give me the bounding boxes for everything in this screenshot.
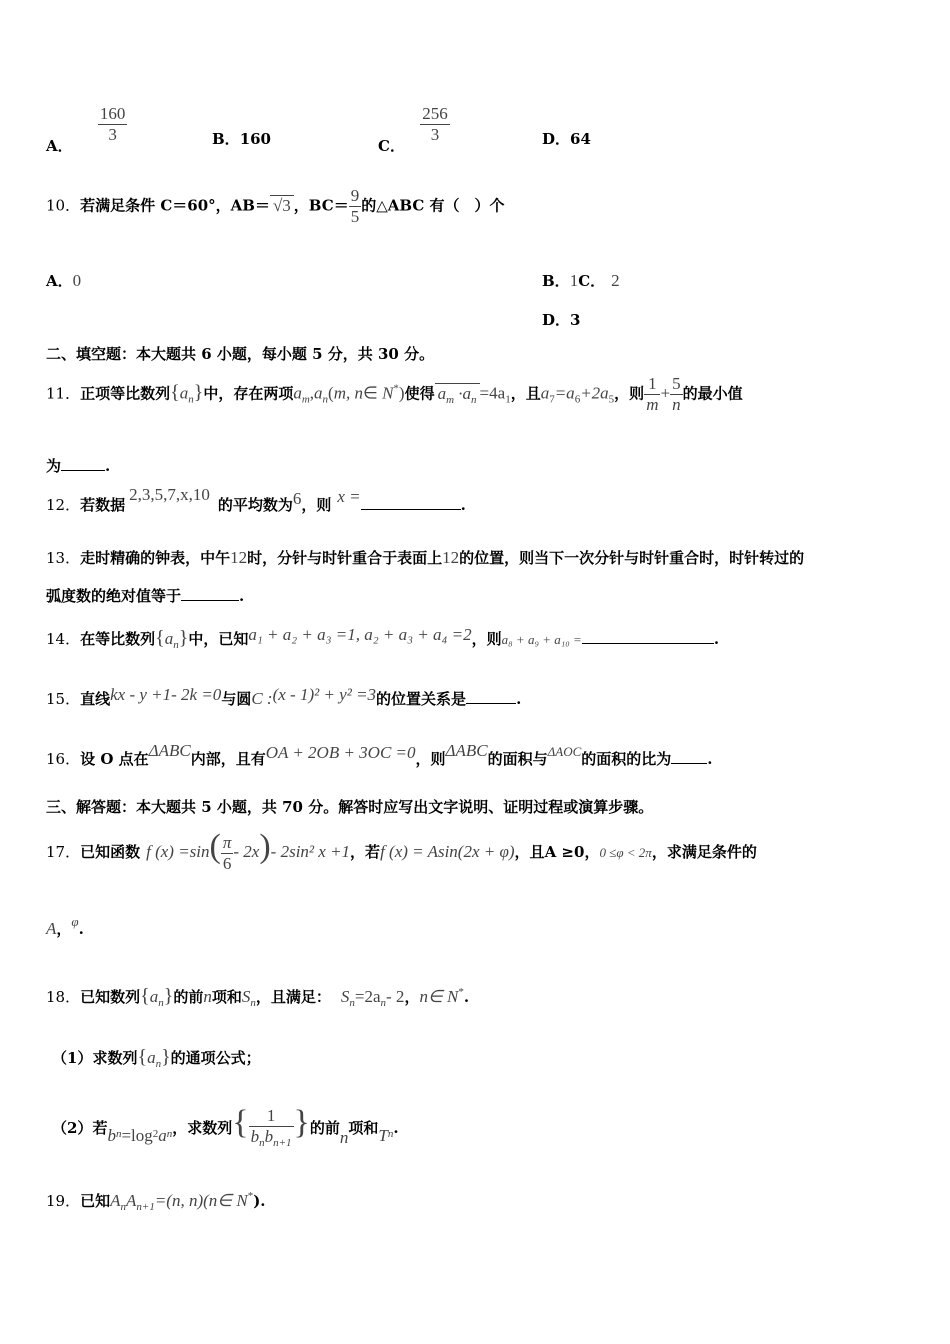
question-17-cont: A，φ. <box>46 914 84 938</box>
q11-fraction-1: $\frac{1}{m}$ <box>646 374 659 414</box>
question-13: 13．走时精确的钟表，中午12时，分针与时针重合于表面上12的位置，则当下一次分针与时针重合时，时针转过的 <box>46 548 805 567</box>
question-17: 17．已知函数 f (x) =sin( $\frac{\pi}{6}$ - 2x)- 2sin² x +1，若f (x) = Asin(2x + φ)，且A ≥0，0 ≤φ < 2π，求满足条件的 <box>46 828 757 873</box>
sqrt-3: √3 <box>270 195 294 216</box>
q10-option-d: D．3 <box>542 311 581 329</box>
question-14: 14．在等比数列$\{a_n\}$中，已知a₁ + a₂ + a₃ =1, a₂ + a₃ + a₄ =2，则a₈ + a₉ + a₁₀ = . <box>46 625 720 651</box>
q9-option-a-fraction: $\frac{160}{3}$ <box>99 104 126 144</box>
q18-fraction: $\frac{1}{b_nb_{n+1}}$ <box>250 1105 292 1149</box>
q10-fraction: $\frac{9}{5}$ <box>350 186 360 226</box>
question-18: 18．已知数列$\{a_n\}$的前n项和$S_n$，且满足： $S_n=2a_n-$ 2，n∈ N*. <box>46 985 470 1009</box>
q11-fraction-2: $\frac{5}{n}$ <box>672 374 681 414</box>
question-16: 16．设 O 点在ΔABC内部，且有OA + 2OB + 3OC =0，则ΔABC的面积与ΔAOC的面积的比为 . <box>46 741 713 768</box>
q11-answer-blank[interactable] <box>61 456 105 471</box>
question-15: 15．直线kx - y +1- 2k =0与圆C :(x - 1)² + y² =3的位置关系是 . <box>46 685 522 708</box>
q9-option-d: D．64 <box>542 130 591 148</box>
section-2-heading: 二、填空题：本大题共 6 小题，每小题 5 分，共 30 分。 <box>46 345 435 363</box>
question-10: 10．若满足条件 C＝60°，AB＝ √3 ，BC＝ $\frac{9}{5}$ 的△ABC 有（ ）个 <box>46 186 505 226</box>
q11-sqrt: $a_m \cdot a_n$ <box>435 383 480 406</box>
q16-answer-blank[interactable] <box>671 749 707 764</box>
q9-option-a: A． $\frac{160}{3}$ <box>46 104 126 155</box>
q10-option-b-c: B．1C． 2 <box>542 271 620 290</box>
q9-option-b: B．160 <box>212 130 271 148</box>
q12-answer-blank[interactable] <box>361 495 461 510</box>
question-19: 19．已知$A_nA_{n+1}=(n$, n)(n∈ N*). <box>46 1190 266 1213</box>
q10-option-a: A．0 <box>46 271 82 290</box>
q9-option-c-fraction: $\frac{256}{3}$ <box>422 104 448 144</box>
q15-answer-blank[interactable] <box>466 689 516 704</box>
question-13-cont: 弧度数的绝对值等于 . <box>46 587 245 605</box>
q9-option-c: C． $\frac{256}{3}$ <box>378 104 448 155</box>
section-3-heading: 三、解答题：本大题共 5 小题，共 70 分。解答时应写出文字说明、证明过程或演算步骤。 <box>46 798 654 816</box>
question-12: 12．若数据2,3,5,7,x,10的平均数为6，则 x = . <box>46 485 466 514</box>
q17-fraction: $\frac{\pi}{6}$ <box>222 832 232 873</box>
q13-answer-blank[interactable] <box>181 586 239 601</box>
q14-answer-blank[interactable] <box>582 629 714 644</box>
question-11-cont: 为 . <box>46 457 111 475</box>
question-18-part-1: （1）求数列$\{a_n\}$的通项公式； <box>52 1046 261 1070</box>
question-18-part-2: （2）若$b_n=\log_2a_n$，求数列{ $\frac{1}{b_nb_{n+1}}$ }的前n项和$T_n$. <box>52 1104 399 1153</box>
question-11: 11．正项等比数列$\{a_n\}$中，存在两项$a_m,a_n(m$, n∈ N*)使得 $a_m \cdot a_n =4a_1$，且$a_7=a_6+2a_5$，则 $\frac{1}{m}$ + $\frac{5}{n}$ 的最小值 <box>46 374 743 414</box>
